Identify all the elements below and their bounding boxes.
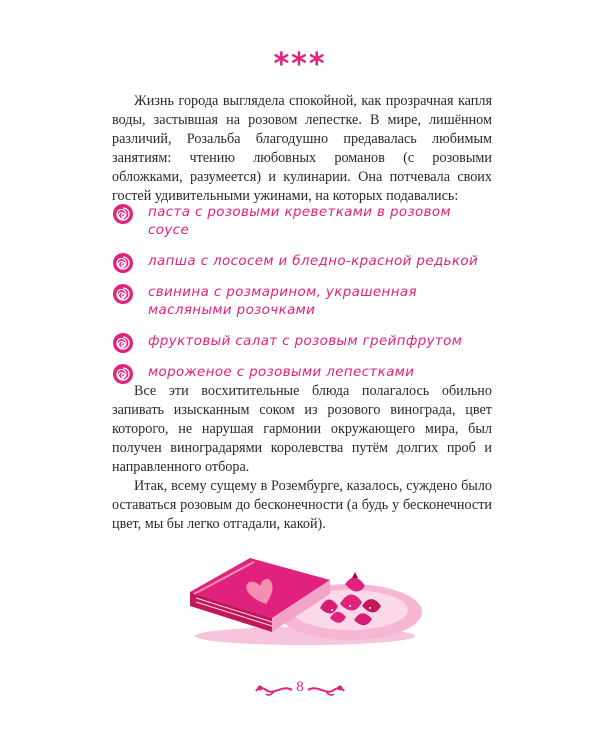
list-item bbox=[112, 253, 492, 271]
dish-list bbox=[112, 204, 492, 395]
dish-label: мороженое с розовыми лепестками bbox=[148, 365, 415, 380]
list-item bbox=[112, 364, 492, 382]
dish-label: паста с розовыми креветками в розовом соусе bbox=[148, 205, 451, 238]
page-number: 8 bbox=[296, 679, 304, 695]
list-item bbox=[112, 284, 492, 320]
list-item bbox=[112, 204, 492, 240]
ending-paragraph: Итак, всему сущему в Розембурге, казалось, суждено было оставаться розовым до бесконечности (а будь у бесконечности цвет, мы бы легко отгадали, какой). bbox=[112, 478, 492, 532]
drinks-paragraph: Все эти восхитительные блюда полагалось обильно запивать изысканным соком из розового винограда, цвет которого, не нарушая гармонии окружающего мира, был получен виноградарями королевства путём долгих проб и направленного отбора. bbox=[112, 383, 492, 475]
spiral-rose-icon bbox=[112, 252, 134, 274]
spiral-rose-icon bbox=[112, 203, 134, 225]
dish-label: свинина с розмарином, украшенная масляными розочками bbox=[148, 285, 417, 318]
flourish-icon bbox=[306, 682, 346, 698]
spiral-rose-icon bbox=[112, 332, 134, 354]
dish-label: фруктовый салат с розовым грейпфрутом bbox=[148, 334, 463, 349]
dish-label: лапша с лососем и бледно-красной редькой bbox=[148, 254, 479, 269]
book-and-plate-illustration bbox=[180, 540, 430, 650]
intro-paragraph: Жизнь города выглядела спокойной, как прозрачная капля воды, застывшая на розовом лепестке. В мире, лишённом различий, Розальба благодушно предавалась любимым занятиям: чтению любовных романов (с розовыми обложками, разумеется) и кулинарии. Она потчевала своих гостей удивительными ужинами, на которых подавались: bbox=[112, 93, 492, 204]
page-footer bbox=[250, 674, 350, 704]
section-break-stars: *** bbox=[273, 47, 327, 82]
spiral-rose-icon bbox=[112, 283, 134, 305]
list-item bbox=[112, 333, 492, 351]
